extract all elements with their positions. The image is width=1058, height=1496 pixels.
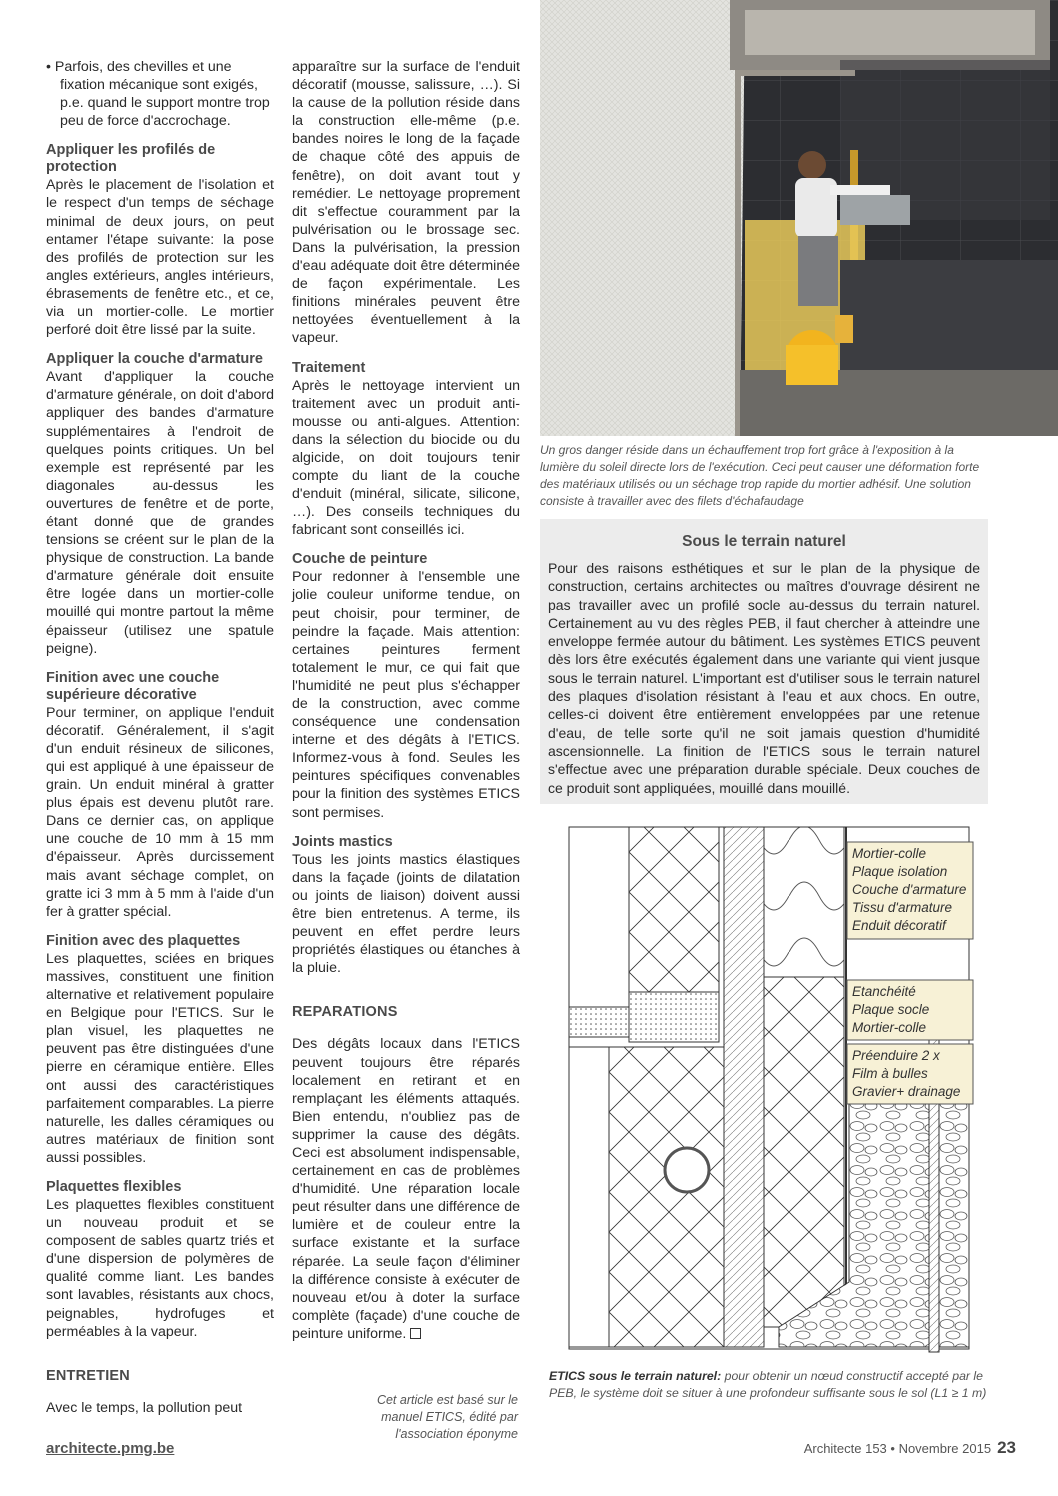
heading-reparations: REPARATIONS <box>292 1004 398 1021</box>
technical-diagram <box>549 812 990 1362</box>
box-title: Sous le terrain naturel <box>682 533 846 550</box>
figure-caption-text: pour obtenir un nœud constructif accepté par le PEB, le système doit se situer à une profondeur suffisante sous le sol (L1 ≥ 1 m) <box>549 1369 987 1400</box>
label-etancheite: Etanchéité <box>852 984 916 999</box>
heading-entretien: ENTRETIEN <box>46 1367 130 1384</box>
heading-profiles: Appliquer les profilés de protection <box>46 142 216 176</box>
cross-section-drawing <box>549 812 990 1362</box>
paragraph-flexibles: Les plaquettes flexibles constituent un nouveau produit et se composent de sables quartz triés et d'une dispersion de polymères de qualité comme liant. Les bandes sont lavables, résistants aux chocs, peignables, hydrofuges et perméables à la vapeur. <box>46 1196 274 1340</box>
label-preenduire: Préenduire 2 x <box>852 1048 940 1063</box>
label-gravier-drainage: Gravier+ drainage <box>852 1084 961 1099</box>
end-square-icon <box>410 1328 421 1339</box>
paragraph-reparations <box>292 1035 520 1343</box>
figure-caption <box>549 1368 989 1402</box>
box-text: Pour des raisons esthétiques et sur le plan de la physique de construction, certains architectes ou maîtres d'ouvrage désirent ne pas travailler avec un profilé socle au-dessus du terrain naturel. Certainement au vu des règles PEB, il faut chercher à atteindre une enveloppe fermée autour du bâtiment. Les systèmes ETICS peuvent dès lors être exécutés également dans une variante qui vient jusque sous le terrain naturel. L'important est d'utiliser sous le terrain naturel des plaques d'isolation résistant à l'eau et aux chocs. En outre, celles-ci doivent être entièrement enveloppées par une retenue d'eau, de telle sorte qu'il ne soit jamais question d'humidité ascensionnelle. La finition de l'ETICS sous le terrain naturel s'effectue avec une préparation durable spéciale. Deux couches de ce produit sont appliquées, mouillé dans mouillé. <box>548 560 980 796</box>
reparations-text: Des dégâts locaux dans l'ETICS peuvent toujours être réparés localement en retirant et en remplaçant les éléments attaqués. Bien entendu, n'oubliez pas de supprimer la cause des dégâts. Ceci est absolument indispensable, certainement en cas de problèmes d'humidité. Une réparation locale peut résulter dans une différence de lumière et de couleur entre la surface existante et la surface réparée. La seule façon d'éliminer la différence consiste à exécuter de nouveau et/ou à doter la surface complète (façade) d'une couche de peinture uniforme. <box>292 1036 520 1342</box>
label-couche-armature: Couche d'armature <box>852 882 967 897</box>
heading-plaquettes: Finition avec des plaquettes <box>46 932 241 949</box>
text-column-2 <box>292 58 520 1355</box>
heading-peinture: Couche de peinture <box>292 551 428 568</box>
paragraph-joints: Tous les joints mastics élastiques dans la façade (joints de dilatation ou joints de liaison) doivent aussi être bien entretenus. A terme, ils peuvent en effet perdre leurs propriétés élastiques ou étanches à la pluie. <box>292 851 520 977</box>
label-enduit-decoratif: Enduit décoratif <box>852 918 946 933</box>
paragraph-traitement: Après le nettoyage intervient un traitement avec un produit anti-mousse ou anti-algues. Attention: dans la sélection du biocide ou du algicide, on doit toujours tenir compte du liant de la couche d'enduit (minéral, silicate, silicone, …). Des conseils techniques du fabricant sont conseillés ici. <box>292 377 520 539</box>
label-mortier-colle-1: Mortier-colle <box>852 846 927 861</box>
label-plaque-socle: Plaque socle <box>852 1002 930 1017</box>
paragraph-cleaning: apparaître sur la surface de l'enduit décoratif (mousse, salissure, …). Si la cause de la pollution réside dans la construction elle-même (p.e. bandes noires le long de la façade de chaque côté des appuis de fenêtre), on doit avant tout y remédier. Le nettoyage proprement dit s'effectue couramment par la pulvérisation ou le brossage sec. Dans la pulvérisation, la pression d'eau adéquate doit être déterminée de façon expérimentale. Les finitions minérales peuvent être nettoyées éventuellement à la vapeur. <box>292 59 520 347</box>
page-number: 23 <box>997 1438 1016 1457</box>
paragraph-entretien: Avec le temps, la pollution peut <box>46 1399 243 1416</box>
label-tissu-armature: Tissu d'armature <box>852 900 952 915</box>
label-plaque-isolation: Plaque isolation <box>852 864 948 879</box>
label-film-bulles: Film à bulles <box>852 1066 928 1081</box>
photo-caption: Un gros danger réside dans un échauffement trop fort grâce à l'exposition à la lumière du soleil directe lors de l'exécution. Ceci peut causer une déformation forte des matériaux utilisés ou un séchage trop rapide du mortier adhésif. Une solution consiste à travailler avec des filets d'échafaudage <box>540 443 980 508</box>
construction-photo <box>540 0 1058 436</box>
paragraph-armature: Avant d'appliquer la couche d'armature générale, on doit d'abord appliquer des bandes d'armature supplémentaires à l'endroit de quelques points critiques. Un bel exemple est représenté par les diagonales au-dessus les ouvertures de fenêtre et de porte, étant donné que de grandes tensions se créent sur le plan de la physique de construction. La bande d'armature générale doit ensuite être logée dans un mortier-colle mouillé qui montre partout la même épaisseur (utilisez une spatule peigne). <box>46 369 274 657</box>
paragraph-finition: Pour terminer, on applique l'enduit décoratif. Généralement, il s'agit d'un enduit résineux de silicones, qui est appliqué à une épaisseur de grain. Un enduit minéral à gratter plus épais est devenu plutôt rare. Dans ce dernier cas, on applique une couche de 10 mm à 15 mm d'épaisseur. Après durcissement mais avant séchage complet, on gratte ici 3 mm à 5 mm à l'aide d'un fer à gratter spécial. <box>46 704 274 920</box>
bullet-paragraph: • Parfois, des chevilles et une fixation mécanique sont exigés, p.e. quand le support montre trop peu de force d'accrochage. <box>46 59 270 130</box>
heading-flexibles: Plaquettes flexibles <box>46 1178 182 1195</box>
figure-caption-lead: ETICS sous le terrain naturel: <box>549 1369 722 1383</box>
page-footer <box>804 1438 1016 1458</box>
heading-joints: Joints mastics <box>292 833 393 850</box>
website-link[interactable]: architecte.pmg.be <box>46 1440 175 1457</box>
source-note: Cet article est basé sur le manuel ETICS, édité par l'association éponyme <box>376 1393 518 1441</box>
issue-label: Architecte 153 • Novembre 2015 <box>803 1441 992 1456</box>
text-column-1 <box>46 58 274 1429</box>
heading-finition: Finition avec une couche supérieure décorative <box>46 669 220 703</box>
paragraph-peinture: Pour redonner à l'ensemble une jolie couleur uniforme tendue, on peut choisir, pour terminer, de peindre la façade. Mais attention: certaines peintures ferment totalement le mur, ce qui fait que l'humidité ne peut plus s'échapper de la construction, avec comme conséquence une condensation interne et des dégâts à l'ETICS. Informez-vous à fond. Seules les peintures spécifiques convenables pour la finition des systèmes ETICS sont permises. <box>292 569 520 821</box>
heading-armature: Appliquer la couche d'armature <box>46 351 263 368</box>
heading-traitement: Traitement <box>292 359 366 376</box>
photo-illustration <box>540 0 1058 436</box>
info-box <box>540 519 988 804</box>
paragraph-profiles: Après le placement de l'isolation et le respect d'un temps de séchage minimal de deux jours, on peut entamer l'étape suivante: la pose des profilés de protection sur les angles extérieurs, angles intérieurs, ébrasements de fenêtre etc., et ce, via un mortier-colle. Le mortier perforé doit être lissé par la suite. <box>46 177 274 339</box>
label-mortier-colle-2: Mortier-colle <box>852 1020 927 1035</box>
paragraph-plaquettes: Les plaquettes, sciées en briques massives, constituent une finition alternative et relativement populaire en Belgique pour l'ETICS. Sur le plan visuel, les plaquettes ne peuvent pas être distinguées d'une pierre en céramique entière. Elles ont aussi des caractéristiques parfaitement comparables. La pierre naturelle, les dalles céramiques ou autres matériaux de finition sont aussi possibles. <box>46 950 274 1166</box>
